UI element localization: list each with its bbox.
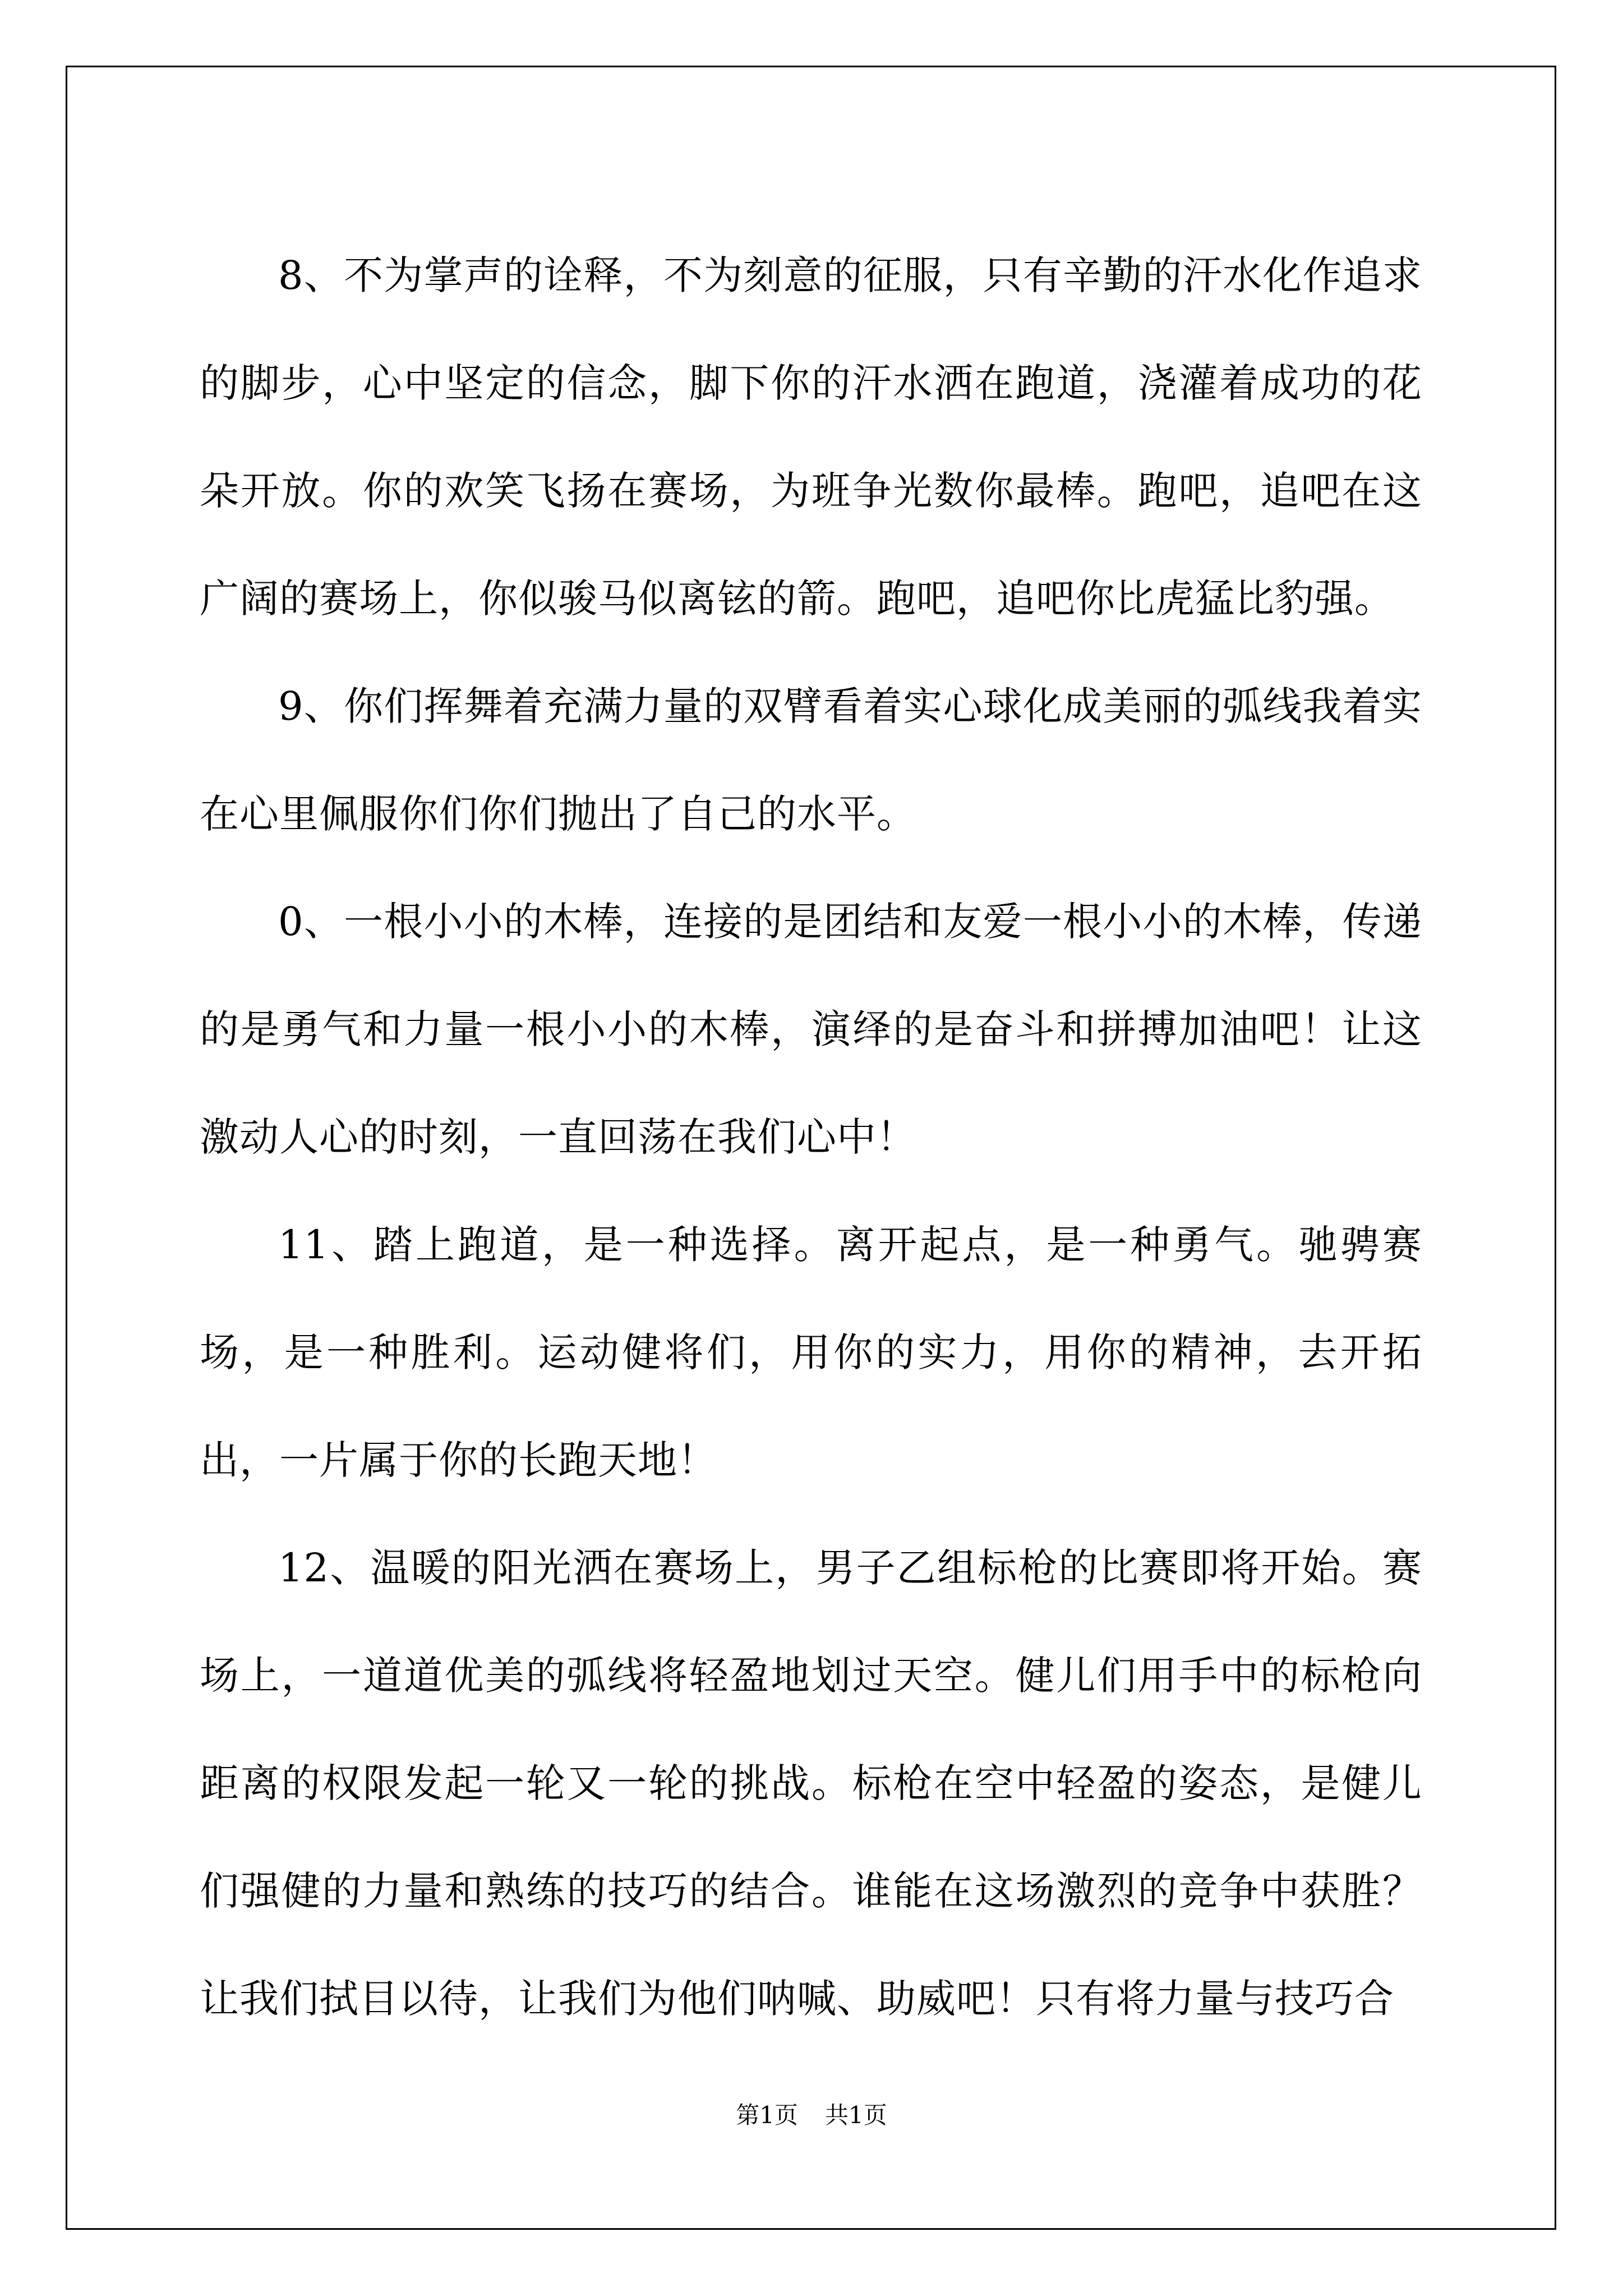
page-number-current: 第1页 [736,2101,798,2129]
paragraph-11: 11、踏上跑道，是一种选择。离开起点，是一种勇气。驰骋赛场，是一种胜利。运动健将们，用你的实力，用你的精神，去开拓出，一片属于你的长跑天地！ [200,1222,1422,1483]
page-number-total: 共1页 [825,2101,887,2129]
paragraph-8: 8、不为掌声的诠释，不为刻意的征服，只有辛勤的汗水化作追求的脚步，心中坚定的信念，脚下你的汗水洒在跑道，浇灌着成功的花朵开放。你的欢笑飞扬在赛场，为班争光数你最棒。跑吧，追吧在这广阔的赛场上，你似骏马似离铉的箭。跑吧，追吧你比虎猛比豹强。 [200,252,1422,622]
document-body [200,222,1422,2053]
paragraph-12: 12、温暖的阳光洒在赛场上，男子乙组标枪的比赛即将开始。赛场上，一道道优美的弧线将轻盈地划过天空。健儿们用手中的标枪向距离的权限发起一轮又一轮的挑战。标枪在空中轻盈的姿态，是健儿们强健的力量和熟练的技巧的结合。谁能在这场激烈的竞争中获胜？让我们拭目以待，让我们为他们呐喊、助威吧！只有将力量与技巧合 [200,1545,1422,2022]
paragraph-10: 0、一根小小的木棒，连接的是团结和友爱一根小小的木棒，传递的是勇气和力量一根小小的木棒，演绎的是奋斗和拼搏加油吧！让这激动人心的时刻，一直回荡在我们心中！ [200,899,1422,1160]
paragraph-9: 9、你们挥舞着充满力量的双臂看着实心球化成美丽的弧线我着实在心里佩服你们你们抛出了自己的水平。 [200,683,1422,837]
page-footer [0,2099,1623,2132]
